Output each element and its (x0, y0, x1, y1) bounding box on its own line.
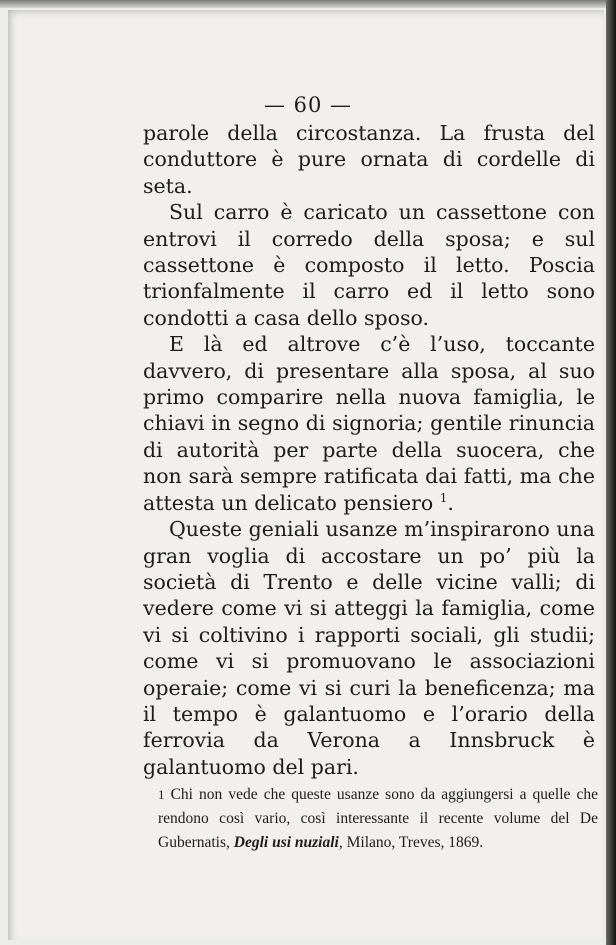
body-text (143, 120, 595, 780)
paragraph-2: Sul carro è caricato un cassettone con entrovi il corredo della sposa; e sul cassettone è composto il letto. Poscia trionfalmente il carro ed il letto sono condotti a casa dello sposo. (143, 200, 595, 330)
footnote-marker: 1 (158, 787, 165, 802)
paragraph-1: parole della circostanza. La frusta del conduttore è pure ornata di cordelle di seta. (143, 121, 595, 198)
footnote (158, 783, 598, 855)
paragraph-3 (143, 331, 595, 516)
paragraph-3-text: E là ed altrove c’è l’uso, toccante davvero, di presentare alla sposa, al suo primo comparire nella nuova famiglia, le chiavi in segno di signoria; gentile rinuncia di autorità per parte della suocera, che non sarà sempre ratificata dai fatti, ma che attesta un delicato pensiero (143, 332, 595, 515)
paragraph-4: Queste geniali usanze m’inspirarono una gran voglia di accostare un po’ più la società di Trento e delle vicine valli; di vedere come vi si atteggi la famiglia, come vi si coltivino i rapporti sociali, gli studii; come vi si promuovano le associazioni operaie; come vi si curi la beneficenza; ma il tempo è galantuomo e l’orario della ferrovia da Verona a Innsbruck è galantuomo del pari. (143, 517, 595, 779)
page-number: — 60 — (263, 93, 353, 117)
footnote-reference-suffix: . (447, 490, 454, 515)
footnote-reference[interactable]: 1 (439, 490, 448, 505)
footnote-book-title: Degli usi nuziali (233, 834, 339, 851)
page-top-edge (0, 0, 616, 8)
footnote-text: Chi non vede che queste usanze sono da aggiungersi a quelle che rendono così vario, così interessante il recente volume del De Gubernatis, (158, 786, 599, 851)
footnote-citation: , Milano, Treves, 1869. (338, 834, 484, 851)
page-right-edge (606, 0, 616, 945)
